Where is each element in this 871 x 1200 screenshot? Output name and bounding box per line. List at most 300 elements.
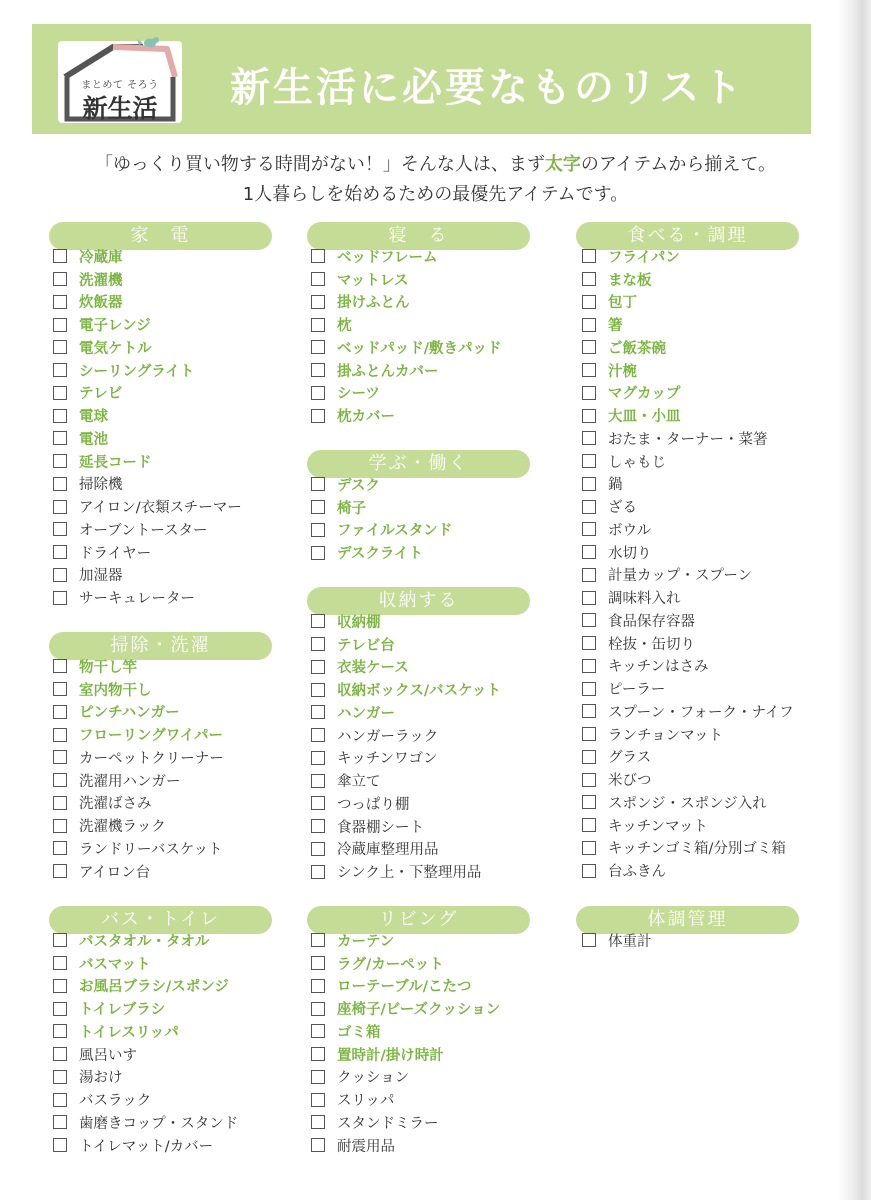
item-label: 耐震用品: [337, 1138, 395, 1155]
item-label: キッチンワゴン: [337, 751, 438, 768]
checklist-item[interactable]: [311, 473, 380, 496]
item-label: 電子レンジ: [79, 318, 151, 335]
item-label: 枕カバー: [337, 409, 395, 426]
item-label: 湯おけ: [79, 1070, 123, 1087]
item-label: マグカップ: [608, 386, 681, 403]
checkbox[interactable]: [582, 568, 596, 582]
checkbox[interactable]: [53, 363, 67, 377]
checklist-item[interactable]: [53, 1066, 123, 1089]
checklist-item[interactable]: [582, 427, 768, 450]
checkbox[interactable]: [53, 1002, 67, 1016]
item-label: ピンチハンガー: [79, 705, 180, 722]
checklist-item[interactable]: [53, 723, 223, 746]
page-title: 新生活に必要なものリスト: [230, 65, 746, 111]
item-label: 汁椀: [608, 363, 637, 380]
checklist-item[interactable]: [53, 359, 194, 382]
checklist-item[interactable]: [582, 768, 652, 791]
item-label: カーテン: [337, 933, 395, 950]
checkbox[interactable]: [311, 477, 325, 491]
checkbox[interactable]: [53, 1138, 67, 1152]
item-label: 栓抜・缶切り: [608, 636, 695, 653]
checkbox[interactable]: [311, 1002, 325, 1016]
checkbox[interactable]: [582, 363, 596, 377]
checklist-item[interactable]: [53, 792, 152, 815]
checklist-item[interactable]: [582, 541, 652, 564]
checkbox[interactable]: [582, 454, 596, 468]
checklist-item[interactable]: [311, 291, 410, 314]
checkbox[interactable]: [53, 272, 67, 286]
checkbox[interactable]: [53, 933, 67, 947]
category-header: 体調管理: [576, 906, 799, 934]
checkbox[interactable]: [53, 796, 67, 810]
checklist-item[interactable]: [53, 564, 123, 587]
header-banner: [32, 24, 811, 134]
checkbox[interactable]: [311, 386, 325, 400]
checkbox[interactable]: [53, 545, 67, 559]
checklist-item[interactable]: [53, 860, 150, 883]
checklist-item[interactable]: [582, 313, 623, 336]
checkbox[interactable]: [53, 249, 67, 263]
checkbox[interactable]: [53, 659, 67, 673]
checklist-item[interactable]: [582, 586, 681, 609]
checklist-item[interactable]: [311, 769, 381, 792]
checkbox[interactable]: [53, 864, 67, 878]
checklist-item[interactable]: [53, 1111, 238, 1134]
item-label: 風呂いす: [79, 1047, 137, 1064]
checkbox[interactable]: [311, 1093, 325, 1107]
item-label: ざる: [608, 500, 637, 517]
checklist-item[interactable]: [311, 701, 395, 724]
intro-emphasis: 太字: [544, 154, 581, 175]
item-label: グラス: [608, 750, 652, 767]
checkbox[interactable]: [311, 249, 325, 263]
item-label: デスクライト: [337, 546, 423, 563]
checklist-item[interactable]: [53, 1020, 179, 1043]
item-label: 置時計/掛け時計: [337, 1047, 444, 1064]
checklist-item[interactable]: [53, 1134, 213, 1157]
checkbox[interactable]: [53, 1115, 67, 1129]
item-label: キッチンマット: [608, 818, 708, 835]
checkbox[interactable]: [53, 682, 67, 696]
item-label: 洗濯用ハンガー: [79, 773, 181, 790]
item-label: 掛ふとんカバー: [337, 363, 439, 380]
checklist-item[interactable]: [582, 495, 637, 518]
checkbox[interactable]: [582, 386, 596, 400]
checklist-item[interactable]: [311, 1134, 395, 1157]
checkbox[interactable]: [582, 272, 596, 286]
checkbox[interactable]: [53, 591, 67, 605]
item-label: デスク: [337, 477, 380, 494]
checklist-item[interactable]: [53, 746, 224, 769]
item-label: トイレブラシ: [79, 1002, 166, 1019]
item-label: おたま・ターナー・菜箸: [608, 431, 768, 448]
item-label: 米びつ: [608, 773, 652, 790]
item-label: スタンドミラー: [337, 1115, 439, 1132]
intro-line-2: 1人暮らしを始めるための最優先アイテムです。: [242, 184, 629, 205]
checklist-item[interactable]: [582, 359, 637, 382]
checklist-item[interactable]: [53, 427, 108, 450]
checklist-item[interactable]: [582, 336, 666, 359]
checklist-item[interactable]: [311, 496, 366, 519]
item-label: マットレス: [337, 272, 409, 289]
item-label: キッチンゴミ箱/分別ゴミ箱: [608, 841, 786, 858]
checkbox[interactable]: [582, 431, 596, 445]
checklist-item[interactable]: [582, 382, 680, 405]
item-label: カーペットクリーナー: [79, 750, 224, 767]
checkbox[interactable]: [582, 318, 596, 332]
category-header: 学ぶ・働く: [307, 450, 530, 478]
checkbox[interactable]: [53, 841, 67, 855]
checkbox[interactable]: [53, 295, 67, 309]
checklist-item[interactable]: [53, 382, 122, 405]
checkbox[interactable]: [582, 295, 596, 309]
checkbox[interactable]: [582, 704, 596, 718]
checkbox[interactable]: [582, 773, 596, 787]
checklist-item[interactable]: [53, 404, 108, 427]
checklist-item[interactable]: [311, 975, 472, 998]
item-label: ローテーブル/こたつ: [337, 979, 472, 996]
item-label: 掃除機: [79, 477, 123, 494]
item-label: ランドリーバスケット: [79, 841, 223, 858]
logo: [55, 35, 185, 123]
checkbox[interactable]: [53, 568, 67, 582]
checklist-item[interactable]: [311, 952, 444, 975]
checkbox[interactable]: [582, 613, 596, 627]
checkbox[interactable]: [311, 842, 325, 856]
checkbox[interactable]: [311, 523, 325, 537]
checklist-item[interactable]: [311, 724, 438, 747]
checkbox[interactable]: [53, 318, 67, 332]
item-label: スリッパ: [337, 1093, 395, 1110]
item-label: 物干し竿: [79, 659, 137, 676]
item-label: ハンガー: [337, 705, 395, 722]
checklist-item[interactable]: [311, 633, 395, 656]
checkbox[interactable]: [582, 659, 596, 673]
checklist-item[interactable]: [53, 268, 123, 291]
item-label: シーリングライト: [79, 363, 195, 380]
item-label: シーツ: [337, 386, 380, 403]
item-label: 鍋: [608, 477, 623, 494]
checkbox[interactable]: [53, 1047, 67, 1061]
item-label: サーキュレーター: [79, 591, 195, 608]
item-label: 室内物干し: [79, 682, 152, 699]
checklist-item[interactable]: [311, 268, 409, 291]
item-label: ゴミ箱: [337, 1024, 381, 1041]
checkbox[interactable]: [311, 705, 325, 719]
item-label: 箸: [608, 318, 623, 335]
checkbox[interactable]: [311, 1070, 325, 1084]
checklist-item[interactable]: [311, 382, 380, 405]
checklist-item[interactable]: [582, 518, 651, 541]
item-label: 延長コード: [79, 454, 152, 471]
checklist-item[interactable]: [53, 769, 181, 792]
checklist-item[interactable]: [582, 473, 623, 496]
item-label: 洗濯機: [79, 272, 123, 289]
item-label: 包丁: [608, 295, 637, 312]
intro-text: 「ゆっくり買い物する時間がない！」そんな人は、まず: [95, 154, 545, 175]
checklist-item[interactable]: [53, 586, 195, 609]
checkbox[interactable]: [311, 979, 325, 993]
checkbox[interactable]: [582, 249, 596, 263]
checklist-item[interactable]: [311, 359, 439, 382]
item-label: トイレスリッパ: [79, 1024, 179, 1041]
checklist-item[interactable]: [311, 245, 437, 268]
checkbox[interactable]: [53, 979, 67, 993]
checklist-item[interactable]: [53, 473, 123, 496]
checklist-item[interactable]: [311, 1088, 394, 1111]
checklist-item[interactable]: [311, 1111, 439, 1134]
checklist-item[interactable]: [53, 495, 242, 518]
item-label: テレビ台: [337, 637, 395, 654]
category-header: 家 電: [49, 222, 272, 250]
checklist-item[interactable]: [53, 518, 207, 541]
checklist-item[interactable]: [53, 678, 152, 701]
checklist-item[interactable]: [311, 610, 381, 633]
checklist-item[interactable]: [582, 245, 680, 268]
item-label: ベッドパッド/敷きパッド: [337, 340, 502, 357]
checklist-item[interactable]: [311, 997, 500, 1020]
item-label: ラグ/カーペット: [337, 956, 444, 973]
checkbox[interactable]: [311, 614, 325, 628]
checkbox[interactable]: [53, 1024, 67, 1038]
checklist-item[interactable]: [582, 268, 652, 291]
checkbox[interactable]: [582, 727, 596, 741]
checkbox[interactable]: [53, 477, 67, 491]
category-header: 寝 る: [307, 222, 530, 250]
checklist-item[interactable]: [582, 677, 665, 700]
checklist-item[interactable]: [582, 791, 767, 814]
checklist-item[interactable]: [311, 336, 502, 359]
checklist-item[interactable]: [53, 541, 151, 564]
checkbox[interactable]: [53, 340, 67, 354]
item-label: 電池: [79, 431, 108, 448]
checkbox[interactable]: [311, 363, 325, 377]
checklist-item[interactable]: [311, 860, 481, 883]
checklist-item[interactable]: [582, 609, 695, 632]
item-label: ボウル: [608, 522, 652, 539]
checklist-item[interactable]: [311, 747, 437, 770]
item-label: 洗濯機ラック: [79, 819, 166, 836]
checkbox[interactable]: [311, 340, 325, 354]
checkbox[interactable]: [53, 1093, 67, 1107]
checkbox[interactable]: [311, 751, 325, 765]
checkbox[interactable]: [582, 477, 596, 491]
checklist-item[interactable]: [582, 404, 681, 427]
checkbox[interactable]: [311, 774, 325, 788]
item-label: 収納ボックス/バスケット: [337, 683, 501, 700]
checklist-item[interactable]: [311, 929, 394, 952]
item-label: 台ふきん: [608, 864, 666, 881]
intro-line-1: [0, 150, 871, 176]
checkbox[interactable]: [311, 728, 325, 742]
checklist-item[interactable]: [311, 656, 409, 679]
checklist-item[interactable]: [311, 519, 452, 542]
checkbox[interactable]: [53, 956, 67, 970]
item-label: クッション: [337, 1070, 410, 1087]
checklist-item[interactable]: [582, 700, 794, 723]
item-label: スポンジ・スポンジ入れ: [608, 795, 767, 812]
item-label: 掛けふとん: [337, 295, 410, 312]
item-label: トイレマット/カバー: [79, 1138, 214, 1155]
item-label: フライパン: [608, 249, 680, 266]
checklist-item[interactable]: [53, 313, 151, 336]
item-label: 歯磨きコップ・スタンド: [79, 1115, 239, 1132]
checklist-item[interactable]: [311, 313, 352, 336]
item-label: 計量カップ・スプーン: [608, 568, 753, 585]
item-label: キッチンはさみ: [608, 659, 709, 676]
checkbox[interactable]: [53, 409, 67, 423]
checkbox[interactable]: [53, 1070, 67, 1084]
logo-title: 新生活: [82, 94, 158, 123]
item-label: 体重計: [608, 933, 652, 950]
checklist-item[interactable]: [53, 1088, 151, 1111]
category-header: 食べる・調理: [576, 222, 799, 250]
checklist-item[interactable]: [53, 975, 229, 998]
item-label: つっぱり棚: [337, 796, 410, 813]
item-label: オーブントースター: [79, 522, 208, 539]
checklist-item[interactable]: [53, 929, 210, 952]
item-label: シンク上・下整理用品: [337, 865, 482, 882]
item-label: しゃもじ: [608, 454, 666, 471]
checkbox[interactable]: [311, 660, 325, 674]
checkbox[interactable]: [582, 933, 596, 947]
checkbox[interactable]: [311, 1047, 325, 1061]
checkbox[interactable]: [311, 272, 325, 286]
checkbox[interactable]: [582, 795, 596, 809]
checkbox[interactable]: [582, 864, 596, 878]
checkbox[interactable]: [311, 500, 325, 514]
checklist-item[interactable]: [53, 952, 151, 975]
checkbox[interactable]: [311, 865, 325, 879]
checklist-item[interactable]: [582, 632, 695, 655]
checklist-item[interactable]: [311, 541, 423, 564]
item-label: 水切り: [608, 545, 652, 562]
checklist-item[interactable]: [53, 291, 123, 314]
item-label: 座椅子/ビーズクッション: [337, 1002, 501, 1019]
item-label: 大皿・小皿: [608, 409, 681, 426]
checkbox[interactable]: [311, 1115, 325, 1129]
checklist-item[interactable]: [582, 837, 786, 860]
checklist-item[interactable]: [311, 838, 439, 861]
checkbox[interactable]: [53, 454, 67, 468]
checkbox[interactable]: [53, 705, 67, 719]
checkbox[interactable]: [53, 522, 67, 536]
checkbox[interactable]: [311, 637, 325, 651]
checkbox[interactable]: [53, 819, 67, 833]
checklist-item[interactable]: [582, 723, 723, 746]
checkbox[interactable]: [53, 431, 67, 445]
checkbox[interactable]: [582, 750, 596, 764]
checkbox[interactable]: [582, 682, 596, 696]
checkbox[interactable]: [582, 636, 596, 650]
checkbox[interactable]: [53, 500, 67, 514]
checkbox[interactable]: [53, 750, 67, 764]
checklist-item[interactable]: [582, 746, 651, 769]
item-label: 炊飯器: [79, 295, 123, 312]
item-label: 加湿器: [79, 568, 123, 585]
checklist-item[interactable]: [53, 245, 123, 268]
checklist-item[interactable]: [582, 564, 752, 587]
checkbox[interactable]: [311, 295, 325, 309]
category-header: バス・トイレ: [49, 906, 272, 934]
checkbox[interactable]: [311, 933, 325, 947]
checklist-item[interactable]: [53, 837, 223, 860]
checklist-item[interactable]: [53, 701, 180, 724]
intro-text: のアイテムから揃えて。: [580, 154, 776, 175]
checkbox[interactable]: [311, 683, 325, 697]
checklist-item[interactable]: [53, 336, 152, 359]
checklist-item[interactable]: [582, 859, 666, 882]
item-label: アイロン/衣類スチーマー: [79, 500, 242, 517]
checkbox[interactable]: [311, 819, 325, 833]
checklist-item[interactable]: [582, 814, 708, 837]
checkbox[interactable]: [311, 1138, 325, 1152]
item-label: ドライヤー: [79, 545, 152, 562]
category-header: 収納する: [307, 587, 530, 615]
checklist-item[interactable]: [582, 450, 666, 473]
logo-subtitle: まとめて そろう: [81, 80, 159, 91]
item-label: バスタオル・タオル: [79, 933, 210, 950]
checkbox[interactable]: [582, 841, 596, 855]
checkbox[interactable]: [311, 1024, 325, 1038]
checkbox[interactable]: [582, 500, 596, 514]
checkbox[interactable]: [582, 522, 596, 536]
checklist-item[interactable]: [582, 655, 708, 678]
item-label: ファイルスタンド: [337, 523, 453, 540]
checkbox[interactable]: [53, 773, 67, 787]
checkbox[interactable]: [582, 545, 596, 559]
item-label: アイロン台: [79, 864, 151, 881]
category-header: リビング: [307, 906, 530, 934]
item-label: 洗濯ばさみ: [79, 796, 152, 813]
checkbox[interactable]: [582, 340, 596, 354]
item-label: まな板: [608, 272, 652, 289]
checkbox[interactable]: [311, 318, 325, 332]
checklist-item[interactable]: [311, 1066, 409, 1089]
checklist-item[interactable]: [582, 929, 652, 952]
checklist-item[interactable]: [53, 655, 137, 678]
checkbox[interactable]: [582, 591, 596, 605]
item-label: ベッドフレーム: [337, 249, 438, 266]
checklist-item[interactable]: [311, 678, 501, 701]
checklist-item[interactable]: [53, 1043, 137, 1066]
checkbox[interactable]: [582, 409, 596, 423]
checklist-item[interactable]: [53, 450, 152, 473]
checkbox[interactable]: [311, 956, 325, 970]
item-label: 収納棚: [337, 614, 381, 631]
checklist-item[interactable]: [311, 1043, 444, 1066]
checkbox[interactable]: [53, 386, 67, 400]
item-label: 椅子: [337, 500, 366, 517]
checklist-item[interactable]: [311, 1020, 381, 1043]
checkbox[interactable]: [311, 409, 325, 423]
checklist-item[interactable]: [582, 291, 637, 314]
checkbox[interactable]: [582, 818, 596, 832]
checklist-item[interactable]: [53, 997, 165, 1020]
item-label: バスマット: [79, 956, 151, 973]
checkbox[interactable]: [53, 728, 67, 742]
item-label: お風呂ブラシ/スポンジ: [79, 979, 229, 996]
checkbox[interactable]: [311, 546, 325, 560]
checklist-item[interactable]: [53, 814, 166, 837]
checklist-item[interactable]: [311, 815, 424, 838]
item-label: ご飯茶碗: [608, 340, 666, 357]
checklist-item[interactable]: [311, 792, 409, 815]
item-label: 食器棚シート: [337, 819, 424, 836]
item-label: 冷蔵庫: [79, 249, 123, 266]
checkbox[interactable]: [311, 796, 325, 810]
checklist-item[interactable]: [311, 404, 395, 427]
